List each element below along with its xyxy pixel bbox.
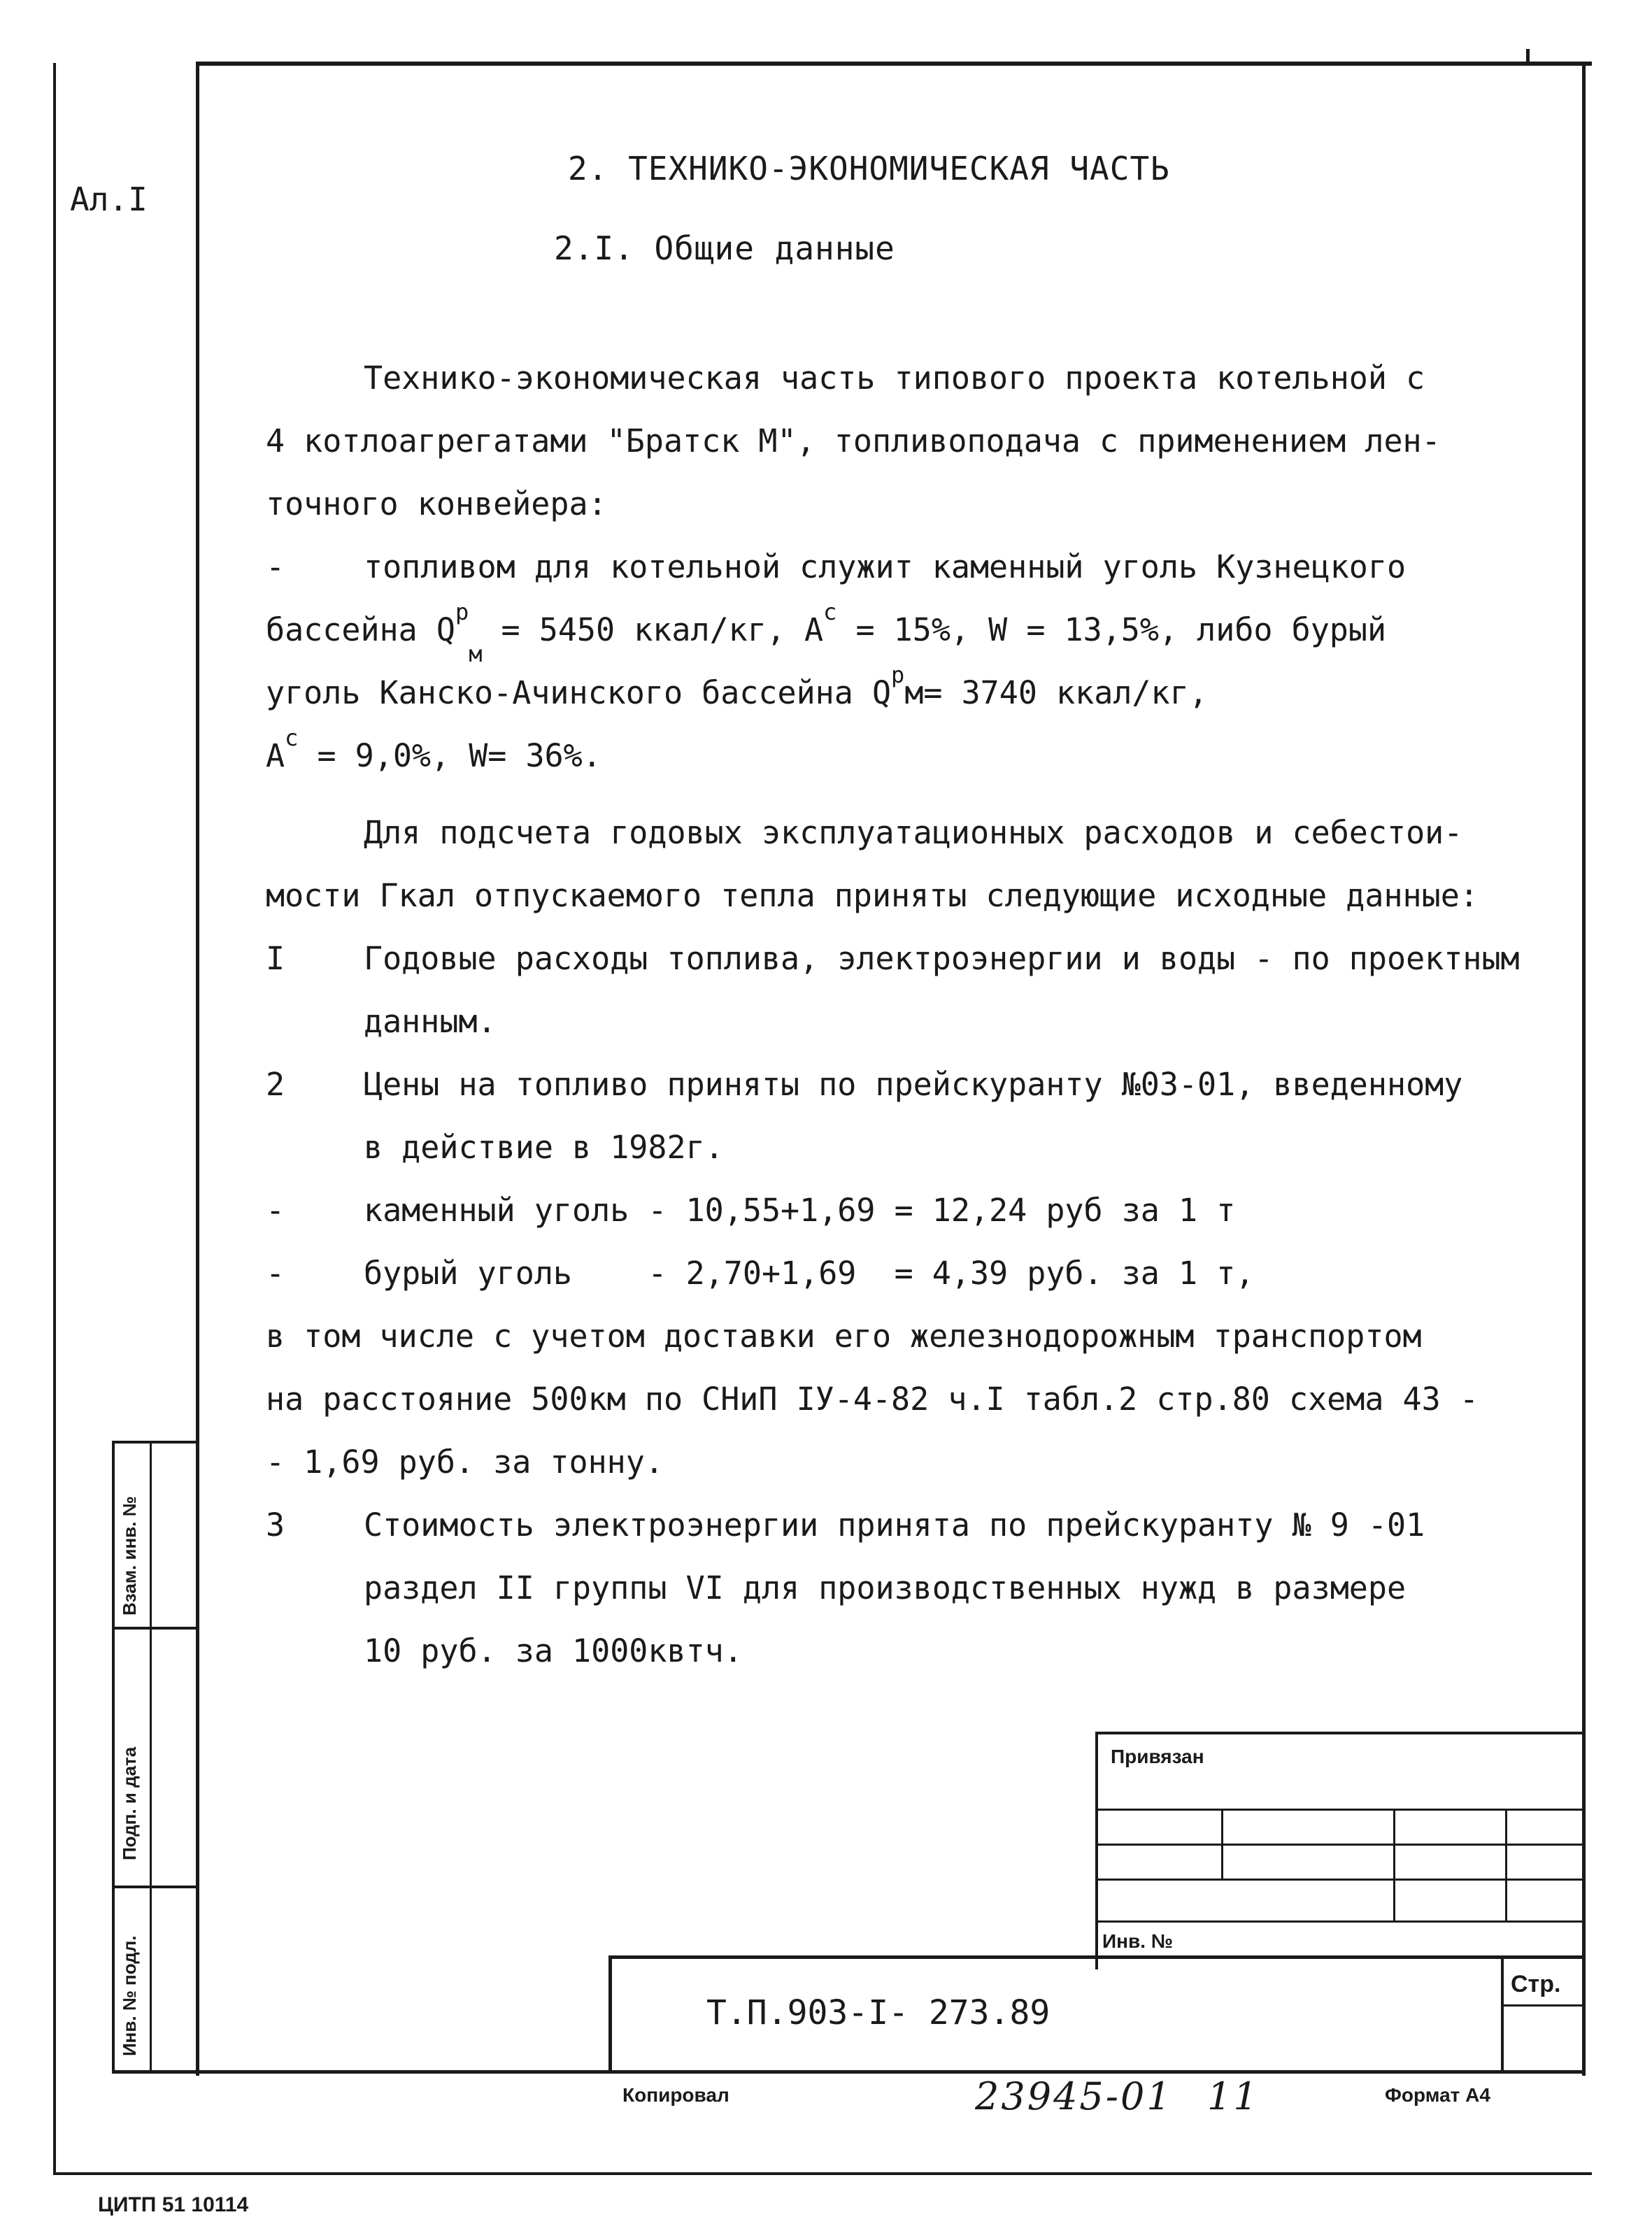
- stamp-row-1: [1095, 1809, 1585, 1811]
- price-list: [266, 1179, 1567, 1305]
- price-line: - каменный уголь - 10,55+1,69 = 12,24 руб за 1 т: [266, 1192, 1236, 1229]
- fuel-line-4: $A^с = 9,0\%$, W= 36%.: [266, 725, 601, 774]
- fuel-line-3: уголь Канско-Ачинского бассейна $Q^рм= 3740$ ккал/кг,: [266, 662, 1208, 711]
- side-stamp-divider-2: [112, 1886, 199, 1888]
- frame-top: [196, 62, 1592, 66]
- price-line: - бурый уголь - 2,70+1,69 = 4,39 руб. за 1 т,: [266, 1255, 1255, 1292]
- stamp-row-3: [1095, 1879, 1585, 1881]
- code-block-left: [608, 1955, 612, 2073]
- stamp-col-2: [1393, 1809, 1395, 1920]
- item-number: 2: [266, 1066, 285, 1103]
- frame-right: [1582, 62, 1586, 2076]
- sheet-label: Ал.I: [70, 180, 148, 218]
- doc-code: Т.П.903-I- 273.89: [706, 1993, 1051, 2032]
- side-stamp-mid: [150, 1441, 152, 2073]
- page-cell-bottom: [1501, 2004, 1585, 2007]
- copied-label: Копировал: [622, 2084, 729, 2106]
- calc-paragraph: [266, 801, 1567, 927]
- intro-line-1: Технико-экономическая часть типового проекта котельной с: [364, 359, 1425, 397]
- frame-top-tick: [1526, 49, 1530, 64]
- stamp-left: [1095, 1732, 1098, 1969]
- calc-line-1: Для подсчета годовых эксплуатационных расходов и себестои-: [364, 814, 1463, 851]
- code-block-top: [608, 1955, 1585, 1959]
- side-stamp-left: [112, 1441, 115, 2073]
- stamp-row-2: [1095, 1844, 1585, 1846]
- intro-paragraph: [266, 347, 1567, 536]
- outer-bottom-border: [53, 2172, 1592, 2175]
- outer-left-border: [53, 63, 56, 2175]
- handwritten-page: 11: [1207, 2074, 1260, 2118]
- fuel-paragraph: [266, 536, 1567, 787]
- stamp-col-3: [1505, 1809, 1507, 1920]
- frame-bottom: [112, 2070, 1586, 2074]
- list-item: I Годовые расходы топлива, электроэнергии и воды - по проектным данным.: [266, 927, 1567, 1053]
- item-number: 3: [266, 1506, 285, 1544]
- section-title: 2. ТЕХНИКО-ЭКОНОМИЧЕСКАЯ ЧАСТЬ: [568, 150, 1170, 187]
- print-code: ЦИТП 51 10114: [98, 2193, 249, 2216]
- side-label-vzam: Взам. инв. №: [119, 1496, 140, 1616]
- privyazan-label: Привязан: [1111, 1746, 1204, 1767]
- intro-line-3: точного конвейера:: [266, 485, 607, 522]
- stamp-row-4: [1095, 1920, 1585, 1923]
- code-block-right: [1501, 1955, 1504, 2073]
- list-item: 3 Стоимость электроэнергии принята по прейскуранту № 9 -01 раздел II группы VI для производственных нужд в размере 10 руб. за 1000квтч.: [266, 1494, 1567, 1683]
- fuel-line-2: бассейна $Q^р_м = 5450$ ккал/кг, $A^с = 15\%$, W = 13,5%, либо бурый: [266, 599, 1387, 667]
- intro-line-2: 4 котлоагрегатами "Братск М", топливоподача с применением лен-: [266, 422, 1441, 459]
- handwritten-number: 23945-01: [975, 2074, 1173, 2118]
- stamp-col-1: [1221, 1809, 1223, 1879]
- page-label: Стр.: [1511, 1971, 1561, 1997]
- transport-paragraph: в том числе с учетом доставки его железнодорожным транспортом на расстояние 500км по СНиП IУ-4-82 ч.I табл.2 стр.80 схема 43 - - 1,69 руб. за тонну.: [266, 1318, 1479, 1481]
- stamp-top: [1095, 1732, 1585, 1734]
- subsection-title: 2.I. Общие данные: [554, 229, 895, 267]
- side-stamp-top: [112, 1441, 199, 1444]
- frame-left: [196, 62, 199, 2076]
- list-item: 2 Цены на топливо приняты по прейскуранту №03-01, введенному в действие в 1982г.: [266, 1053, 1567, 1179]
- side-label-podp: Подп. и дата: [119, 1746, 140, 1860]
- fuel-dash: -: [266, 548, 285, 585]
- side-label-inv-podl: Инв. № подл.: [119, 1935, 140, 2056]
- item-number: I: [266, 940, 285, 977]
- format-label: Формат А4: [1385, 2084, 1490, 2106]
- inv-no-label: Инв. №: [1102, 1930, 1174, 1952]
- side-stamp-divider-1: [112, 1627, 199, 1630]
- calc-line-2: мости Гкал отпускаемого тепла приняты следующие исходные данные:: [266, 877, 1479, 914]
- fuel-line-1: - топливом для котельной служит каменный уголь Кузнецкого: [266, 536, 1567, 599]
